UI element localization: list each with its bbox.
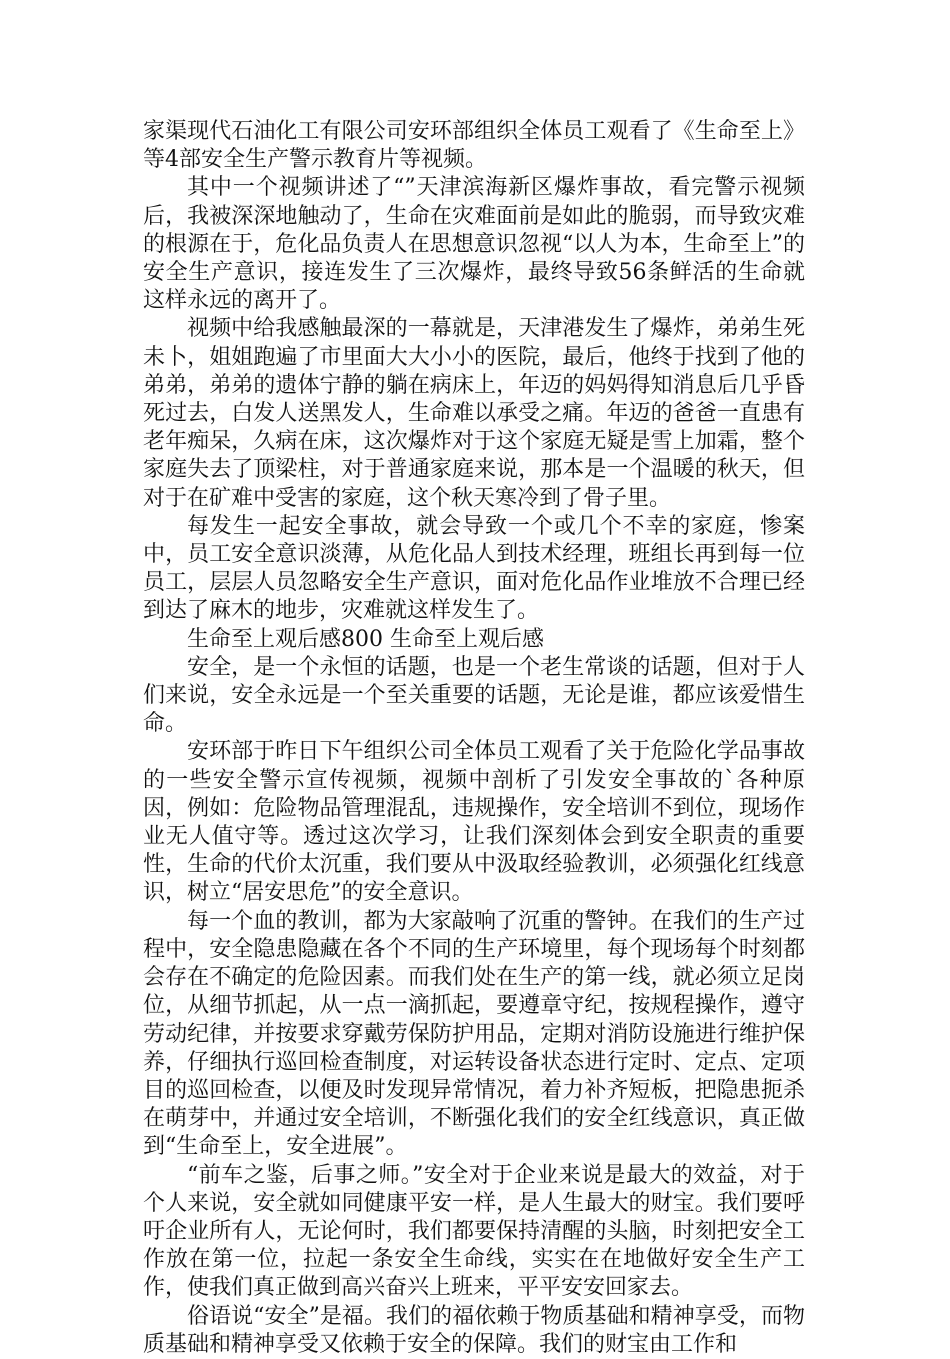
paragraph-accident-cause: 每发生一起安全事故，就会导致一个或几个不幸的家庭，惨案中，员工安全意识淡薄，从危化品人到技术经理，班组长再到每一位员工，层层人员忽略安全生产意识，面对危化品作业堆放不合理已经到达了麻木的地步，灾难就这样发生了。 xyxy=(143,513,805,624)
paragraph-lessons: 每一个血的教训，都为大家敲响了沉重的警钟。在我们的生产过程中，安全隐患隐藏在各个不同的生产环境里，每个现场每个时刻都会存在不确定的危险因素。而我们处在生产的第一线，就必须立足岗位，从细节抓起，从一点一滴抓起，要遵章守纪，按规程操作，遵守劳动纪律，并按要求穿戴劳保防护用品，定期对消防设施进行维护保养，仔细执行巡回检查制度，对运转设备状态进行定时、定点、定项目的巡回检查，以便及时发现异常情况，着力补齐短板，把隐患扼杀在萌芽中，并通过安全培训，不断强化我们的安全红线意识，真正做到“生命至上，安全进展”。 xyxy=(143,908,805,1160)
paragraph-intro: 家渠现代石油化工有限公司安环部组织全体员工观看了《生命至上》等4部安全生产警示教育片等视频。 xyxy=(143,119,805,173)
paragraph-training-video: 安环部于昨日下午组织公司全体员工观看了关于危险化学品事故的一些安全警示宣传视频，视频中剖析了引发安全事故的`各种原因，例如：危险物品管理混乱，违规操作，安全培训不到位，现场作业无人值守等。透过这次学习，让我们深刻体会到安全职责的重要性，生命的代价太沉重，我们要从中汲取经验教训，必须强化红线意识，树立“居安思危”的安全意识。 xyxy=(143,739,805,906)
paragraph-lessons-past: “前车之鉴，后事之师。”安全对于企业来说是最大的效益，对于个人来说，安全就如同健康平安一样，是人生最大的财宝。我们要呼吁企业所有人，无论何时，我们都要保持清醒的头脑，时刻把安全工作放在第一位，拉起一条安全生命线，实实在在地做好安全生产工作，使我们真正做到高兴奋兴上班来，平平安安回家去。 xyxy=(143,1162,805,1301)
paragraph-safety-blessing: 俗语说“安全”是福。我们的福依赖于物质基础和精神享受，而物质基础和精神享受又依赖于安全的保障。我们的财宝由工作和 xyxy=(143,1303,805,1357)
paragraph-safety-topic: 安全，是一个永恒的话题，也是一个老生常谈的话题，但对于人们来说，安全永远是一个至关重要的话题，无论是谁，都应该爱惜生命。 xyxy=(143,654,805,737)
paragraph-video-story: 其中一个视频讲述了“”天津滨海新区爆炸事故，看完警示视频后，我被深深地触动了，生命在灾难面前是如此的脆弱，而导致灾难的根源在于，危化品负责人在思想意识忽视“以人为本，生命至上”的安全生产意识，接连发生了三次爆炸，最终导致56条鲜活的生命就这样永远的离开了。 xyxy=(143,175,805,314)
paragraph-deepest-scene: 视频中给我感触最深的一幕就是，天津港发生了爆炸，弟弟生死未卜，姐姐跑遍了市里面大大小小的医院，最后，他终于找到了他的弟弟，弟弟的遗体宁静的躺在病床上，年迈的妈妈得知消息后几乎昏死过去，白发人送黑发人，生命难以承受之痛。年迈的爸爸一直患有老年痴呆，久病在床，这次爆炸对于这个家庭无疑是雪上加霜，整个家庭失去了顶梁柱，对于普通家庭来说，那本是一个温暖的秋天，但对于在矿难中受害的家庭，这个秋天寒冷到了骨子里。 xyxy=(143,316,805,511)
document-page xyxy=(143,118,805,1359)
section-heading: 生命至上观后感800 生命至上观后感 xyxy=(187,626,544,652)
